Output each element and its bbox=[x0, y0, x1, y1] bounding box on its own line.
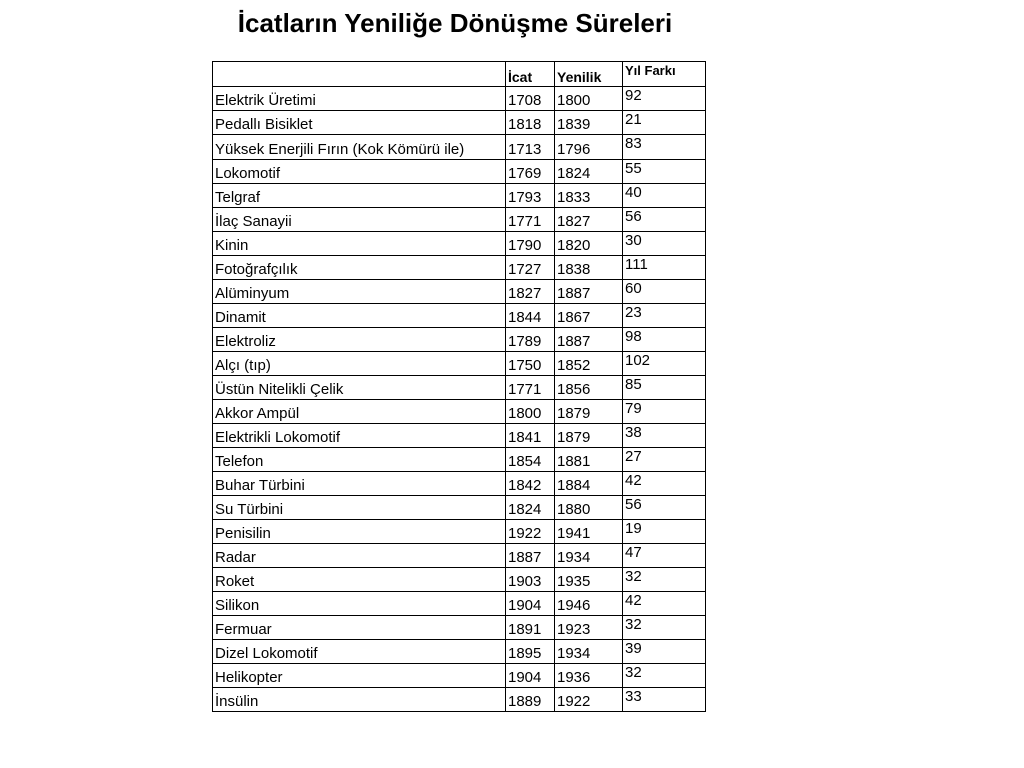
cell-difference: 98 bbox=[623, 328, 706, 352]
cell-difference: 56 bbox=[623, 496, 706, 520]
cell-name: Pedallı Bisiklet bbox=[213, 111, 506, 135]
cell-difference: 92 bbox=[623, 87, 706, 111]
table-row bbox=[213, 616, 706, 640]
cell-invention: 1904 bbox=[506, 592, 555, 616]
cell-invention: 1713 bbox=[506, 135, 555, 160]
cell-innovation: 1880 bbox=[555, 496, 623, 520]
table-row bbox=[213, 568, 706, 592]
cell-name: Alçı (tıp) bbox=[213, 352, 506, 376]
table-row bbox=[213, 544, 706, 568]
cell-invention: 1818 bbox=[506, 111, 555, 135]
cell-difference: 21 bbox=[623, 111, 706, 135]
cell-invention: 1771 bbox=[506, 208, 555, 232]
cell-invention: 1769 bbox=[506, 160, 555, 184]
cell-difference: 83 bbox=[623, 135, 706, 160]
cell-invention: 1824 bbox=[506, 496, 555, 520]
cell-innovation: 1833 bbox=[555, 184, 623, 208]
cell-difference: 39 bbox=[623, 640, 706, 664]
slide-title: İcatların Yeniliğe Dönüşme Süreleri bbox=[237, 8, 673, 38]
table-row bbox=[213, 376, 706, 400]
table-row bbox=[213, 135, 706, 160]
cell-innovation: 1934 bbox=[555, 544, 623, 568]
cell-difference: 23 bbox=[623, 304, 706, 328]
cell-innovation: 1946 bbox=[555, 592, 623, 616]
cell-invention: 1727 bbox=[506, 256, 555, 280]
table-row bbox=[213, 400, 706, 424]
cell-innovation: 1884 bbox=[555, 472, 623, 496]
cell-difference: 79 bbox=[623, 400, 706, 424]
cell-invention: 1854 bbox=[506, 448, 555, 472]
cell-name: Su Türbini bbox=[213, 496, 506, 520]
table-row bbox=[213, 208, 706, 232]
cell-difference: 32 bbox=[623, 568, 706, 592]
cell-innovation: 1935 bbox=[555, 568, 623, 592]
cell-invention: 1790 bbox=[506, 232, 555, 256]
cell-invention: 1842 bbox=[506, 472, 555, 496]
cell-name: Akkor Ampül bbox=[213, 400, 506, 424]
cell-invention: 1887 bbox=[506, 544, 555, 568]
table-row bbox=[213, 280, 706, 304]
cell-innovation: 1881 bbox=[555, 448, 623, 472]
cell-difference: 55 bbox=[623, 160, 706, 184]
cell-innovation: 1887 bbox=[555, 280, 623, 304]
table-row bbox=[213, 472, 706, 496]
cell-name: Penisilin bbox=[213, 520, 506, 544]
cell-difference: 42 bbox=[623, 592, 706, 616]
cell-difference: 85 bbox=[623, 376, 706, 400]
table-row bbox=[213, 424, 706, 448]
cell-difference: 32 bbox=[623, 616, 706, 640]
cell-innovation: 1824 bbox=[555, 160, 623, 184]
cell-invention: 1827 bbox=[506, 280, 555, 304]
cell-innovation: 1856 bbox=[555, 376, 623, 400]
header-difference: Yıl Farkı bbox=[623, 62, 706, 87]
cell-innovation: 1923 bbox=[555, 616, 623, 640]
cell-innovation: 1852 bbox=[555, 352, 623, 376]
cell-difference: 32 bbox=[623, 664, 706, 688]
table-row bbox=[213, 160, 706, 184]
table-row bbox=[213, 592, 706, 616]
cell-innovation: 1839 bbox=[555, 111, 623, 135]
cell-invention: 1891 bbox=[506, 616, 555, 640]
cell-difference: 42 bbox=[623, 472, 706, 496]
cell-name: Roket bbox=[213, 568, 506, 592]
cell-name: Elektroliz bbox=[213, 328, 506, 352]
table-row bbox=[213, 328, 706, 352]
table-row bbox=[213, 256, 706, 280]
cell-difference: 102 bbox=[623, 352, 706, 376]
table-row bbox=[213, 448, 706, 472]
cell-innovation: 1867 bbox=[555, 304, 623, 328]
cell-difference: 111 bbox=[623, 256, 706, 280]
cell-difference: 33 bbox=[623, 688, 706, 712]
cell-invention: 1750 bbox=[506, 352, 555, 376]
table-row bbox=[213, 87, 706, 111]
cell-difference: 60 bbox=[623, 280, 706, 304]
cell-difference: 40 bbox=[623, 184, 706, 208]
cell-difference: 47 bbox=[623, 544, 706, 568]
cell-difference: 56 bbox=[623, 208, 706, 232]
cell-innovation: 1800 bbox=[555, 87, 623, 111]
header-innovation: Yenilik bbox=[555, 62, 623, 87]
cell-innovation: 1879 bbox=[555, 400, 623, 424]
cell-name: İlaç Sanayii bbox=[213, 208, 506, 232]
cell-innovation: 1838 bbox=[555, 256, 623, 280]
cell-difference: 27 bbox=[623, 448, 706, 472]
cell-difference: 30 bbox=[623, 232, 706, 256]
cell-innovation: 1936 bbox=[555, 664, 623, 688]
table-row bbox=[213, 664, 706, 688]
cell-innovation: 1820 bbox=[555, 232, 623, 256]
cell-name: Fotoğrafçılık bbox=[213, 256, 506, 280]
cell-name: Elektrik Üretimi bbox=[213, 87, 506, 111]
cell-innovation: 1887 bbox=[555, 328, 623, 352]
table-row bbox=[213, 304, 706, 328]
table-row bbox=[213, 496, 706, 520]
table-row bbox=[213, 232, 706, 256]
cell-name: Radar bbox=[213, 544, 506, 568]
cell-name: İnsülin bbox=[213, 688, 506, 712]
cell-invention: 1793 bbox=[506, 184, 555, 208]
table-row bbox=[213, 640, 706, 664]
table-row bbox=[213, 184, 706, 208]
cell-invention: 1903 bbox=[506, 568, 555, 592]
table-row bbox=[213, 520, 706, 544]
cell-innovation: 1934 bbox=[555, 640, 623, 664]
header-invention: İcat bbox=[506, 62, 555, 87]
table-body bbox=[213, 87, 706, 712]
cell-innovation: 1879 bbox=[555, 424, 623, 448]
cell-name: Dizel Lokomotif bbox=[213, 640, 506, 664]
cell-name: Elektrikli Lokomotif bbox=[213, 424, 506, 448]
cell-name: Yüksek Enerjili Fırın (Kok Kömürü ile) bbox=[213, 135, 506, 160]
cell-name: Silikon bbox=[213, 592, 506, 616]
cell-innovation: 1796 bbox=[555, 135, 623, 160]
cell-name: Lokomotif bbox=[213, 160, 506, 184]
cell-name: Telgraf bbox=[213, 184, 506, 208]
cell-name: Dinamit bbox=[213, 304, 506, 328]
cell-invention: 1889 bbox=[506, 688, 555, 712]
cell-invention: 1922 bbox=[506, 520, 555, 544]
cell-invention: 1844 bbox=[506, 304, 555, 328]
table-header-row bbox=[213, 62, 706, 87]
cell-invention: 1841 bbox=[506, 424, 555, 448]
header-name bbox=[213, 62, 506, 87]
cell-name: Helikopter bbox=[213, 664, 506, 688]
cell-invention: 1904 bbox=[506, 664, 555, 688]
table-row bbox=[213, 352, 706, 376]
cell-name: Alüminyum bbox=[213, 280, 506, 304]
cell-name: Telefon bbox=[213, 448, 506, 472]
cell-name: Kinin bbox=[213, 232, 506, 256]
table-row bbox=[213, 688, 706, 712]
cell-difference: 38 bbox=[623, 424, 706, 448]
cell-innovation: 1827 bbox=[555, 208, 623, 232]
cell-name: Fermuar bbox=[213, 616, 506, 640]
cell-name: Üstün Nitelikli Çelik bbox=[213, 376, 506, 400]
cell-invention: 1771 bbox=[506, 376, 555, 400]
inventions-table bbox=[212, 61, 706, 712]
cell-invention: 1800 bbox=[506, 400, 555, 424]
cell-difference: 19 bbox=[623, 520, 706, 544]
cell-name: Buhar Türbini bbox=[213, 472, 506, 496]
table-row bbox=[213, 111, 706, 135]
cell-invention: 1708 bbox=[506, 87, 555, 111]
cell-invention: 1895 bbox=[506, 640, 555, 664]
cell-innovation: 1922 bbox=[555, 688, 623, 712]
cell-innovation: 1941 bbox=[555, 520, 623, 544]
cell-invention: 1789 bbox=[506, 328, 555, 352]
